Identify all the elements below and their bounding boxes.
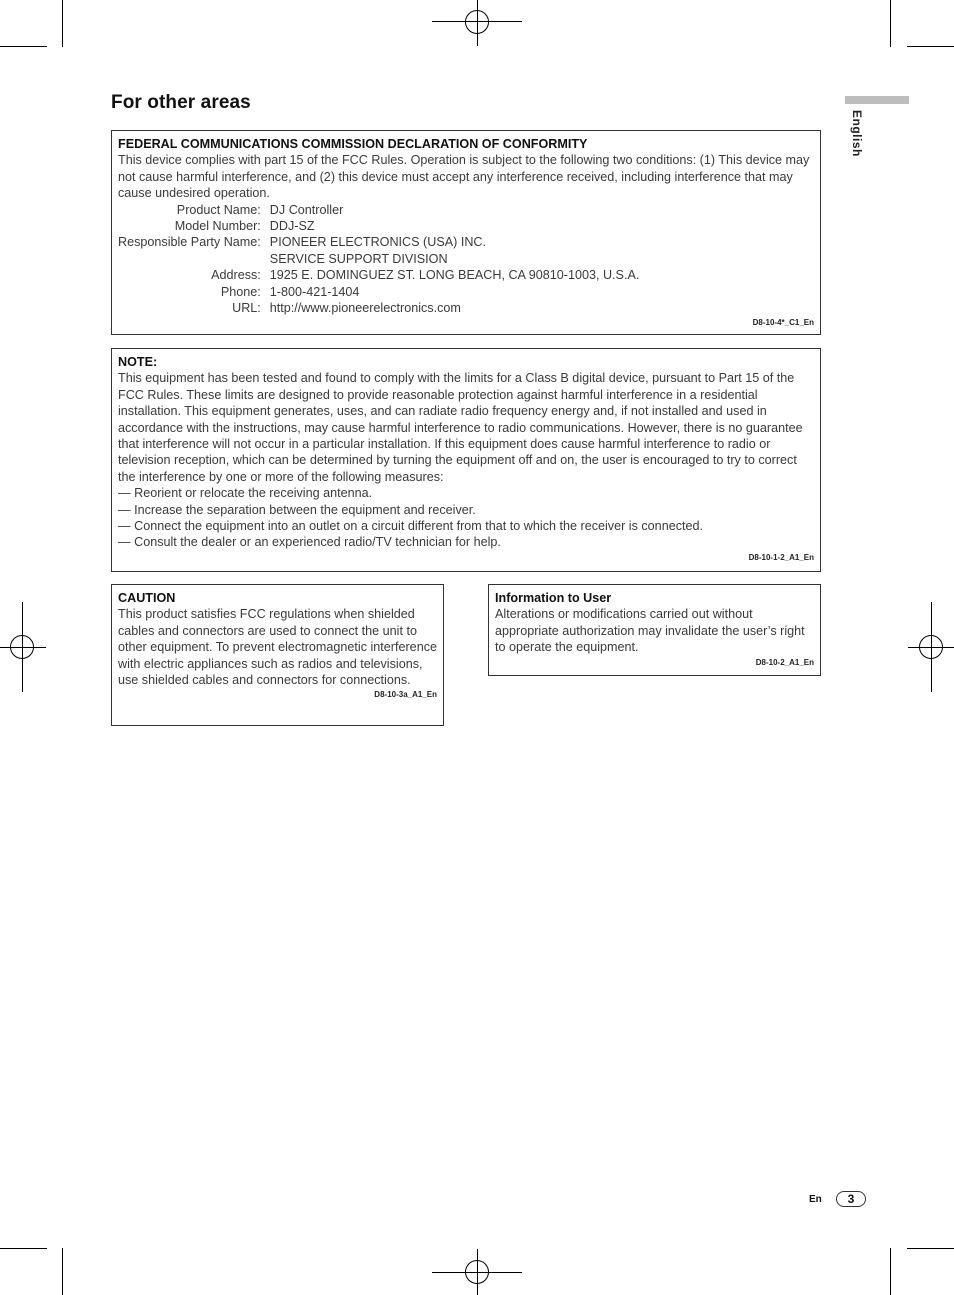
fcc-fields-table — [118, 202, 639, 317]
caution-doc-code: D8-10-3a_A1_En — [374, 690, 437, 700]
language-tab — [845, 96, 909, 104]
field-value: 1-800-421-1404 — [269, 284, 360, 299]
page-number: 3 — [836, 1191, 866, 1207]
information-to-user-box — [488, 584, 821, 676]
fcc-field-row — [118, 284, 639, 300]
field-value: DDJ-SZ — [269, 219, 315, 234]
fcc-field-row — [118, 218, 639, 234]
note-doc-code: D8-10-1-2_A1_En — [748, 552, 814, 562]
language-tab-label: English — [850, 110, 864, 157]
caution-heading: CAUTION — [118, 591, 176, 605]
info-body: Alterations or modifications carried out without appropriate authorization may invalidate the user’s right to operate the equipment. — [495, 607, 805, 655]
fcc-doc-code: D8-10-4*_C1_En — [752, 318, 814, 328]
info-heading: Information to User — [495, 591, 612, 605]
note-measure: — Reorient or relocate the receiving antenna. — [118, 486, 373, 501]
field-value: DJ Controller — [269, 202, 344, 217]
field-label: Address: — [211, 268, 261, 283]
field-label: URL: — [232, 301, 261, 316]
field-label: Responsible Party Name: — [118, 235, 261, 250]
fcc-field-row — [118, 251, 639, 267]
note-heading: NOTE: — [118, 355, 158, 369]
caution-body: This product satisfies FCC regulations when shielded cables and connectors are used to connect the unit to other equipment. To prevent electromagnetic interference with electric appliances such as radios and televisions, use shielded cables and connectors for connections. — [118, 607, 437, 688]
note-box — [111, 348, 821, 572]
fcc-heading: FEDERAL COMMUNICATIONS COMMISSION DECLARATION OF CONFORMITY — [118, 137, 588, 151]
field-value: PIONEER ELECTRONICS (USA) INC. — [269, 235, 487, 250]
caution-box — [111, 584, 444, 726]
footer-language: En — [809, 1194, 822, 1205]
field-label: Product Name: — [176, 202, 261, 217]
note-measure: — Consult the dealer or an experienced radio/TV technician for help. — [118, 535, 501, 550]
fcc-field-row — [118, 202, 639, 218]
fcc-body: This device complies with part 15 of the FCC Rules. Operation is subject to the following two conditions: (1) This device may not cause harmful interference, and (2) this device must accept any interference received, including interference that may cause undesired operation. — [118, 153, 810, 201]
field-label — [118, 251, 270, 267]
info-doc-code: D8-10-2_A1_En — [755, 657, 814, 667]
fcc-declaration-box — [111, 130, 821, 335]
field-value: SERVICE SUPPORT DIVISION — [269, 251, 448, 266]
field-label: Model Number: — [174, 219, 261, 234]
field-value: 1925 E. DOMINGUEZ ST. LONG BEACH, CA 90810-1003, U.S.A. — [269, 268, 640, 283]
page-title: For other areas — [111, 92, 251, 113]
note-body: This equipment has been tested and found to comply with the limits for a Class B digital device, pursuant to Part 15 of the FCC Rules. These limits are designed to provide reasonable protection against harmful interference in a residential installation. This equipment generates, uses, and can radiate radio frequency energy and, if not installed and used in accordance with the instructions, may cause harmful interference to radio communications. However, there is no guarantee that interference will not occur in a particular installation. If this equipment does cause harmful interference to radio or television reception, which can be determined by turning the equipment off and on, the user is encouraged to try to correct the interference by one or more of the following measures: — [118, 371, 803, 484]
field-value: http://www.pioneerelectronics.com — [269, 301, 461, 316]
note-measure: — Increase the separation between the equipment and receiver. — [118, 502, 476, 517]
fcc-field-row — [118, 300, 639, 316]
note-measure: — Connect the equipment into an outlet on a circuit different from that to which the receiver is connected. — [118, 519, 704, 534]
field-label: Phone: — [220, 284, 261, 299]
fcc-field-row — [118, 267, 639, 283]
fcc-field-row — [118, 234, 639, 250]
